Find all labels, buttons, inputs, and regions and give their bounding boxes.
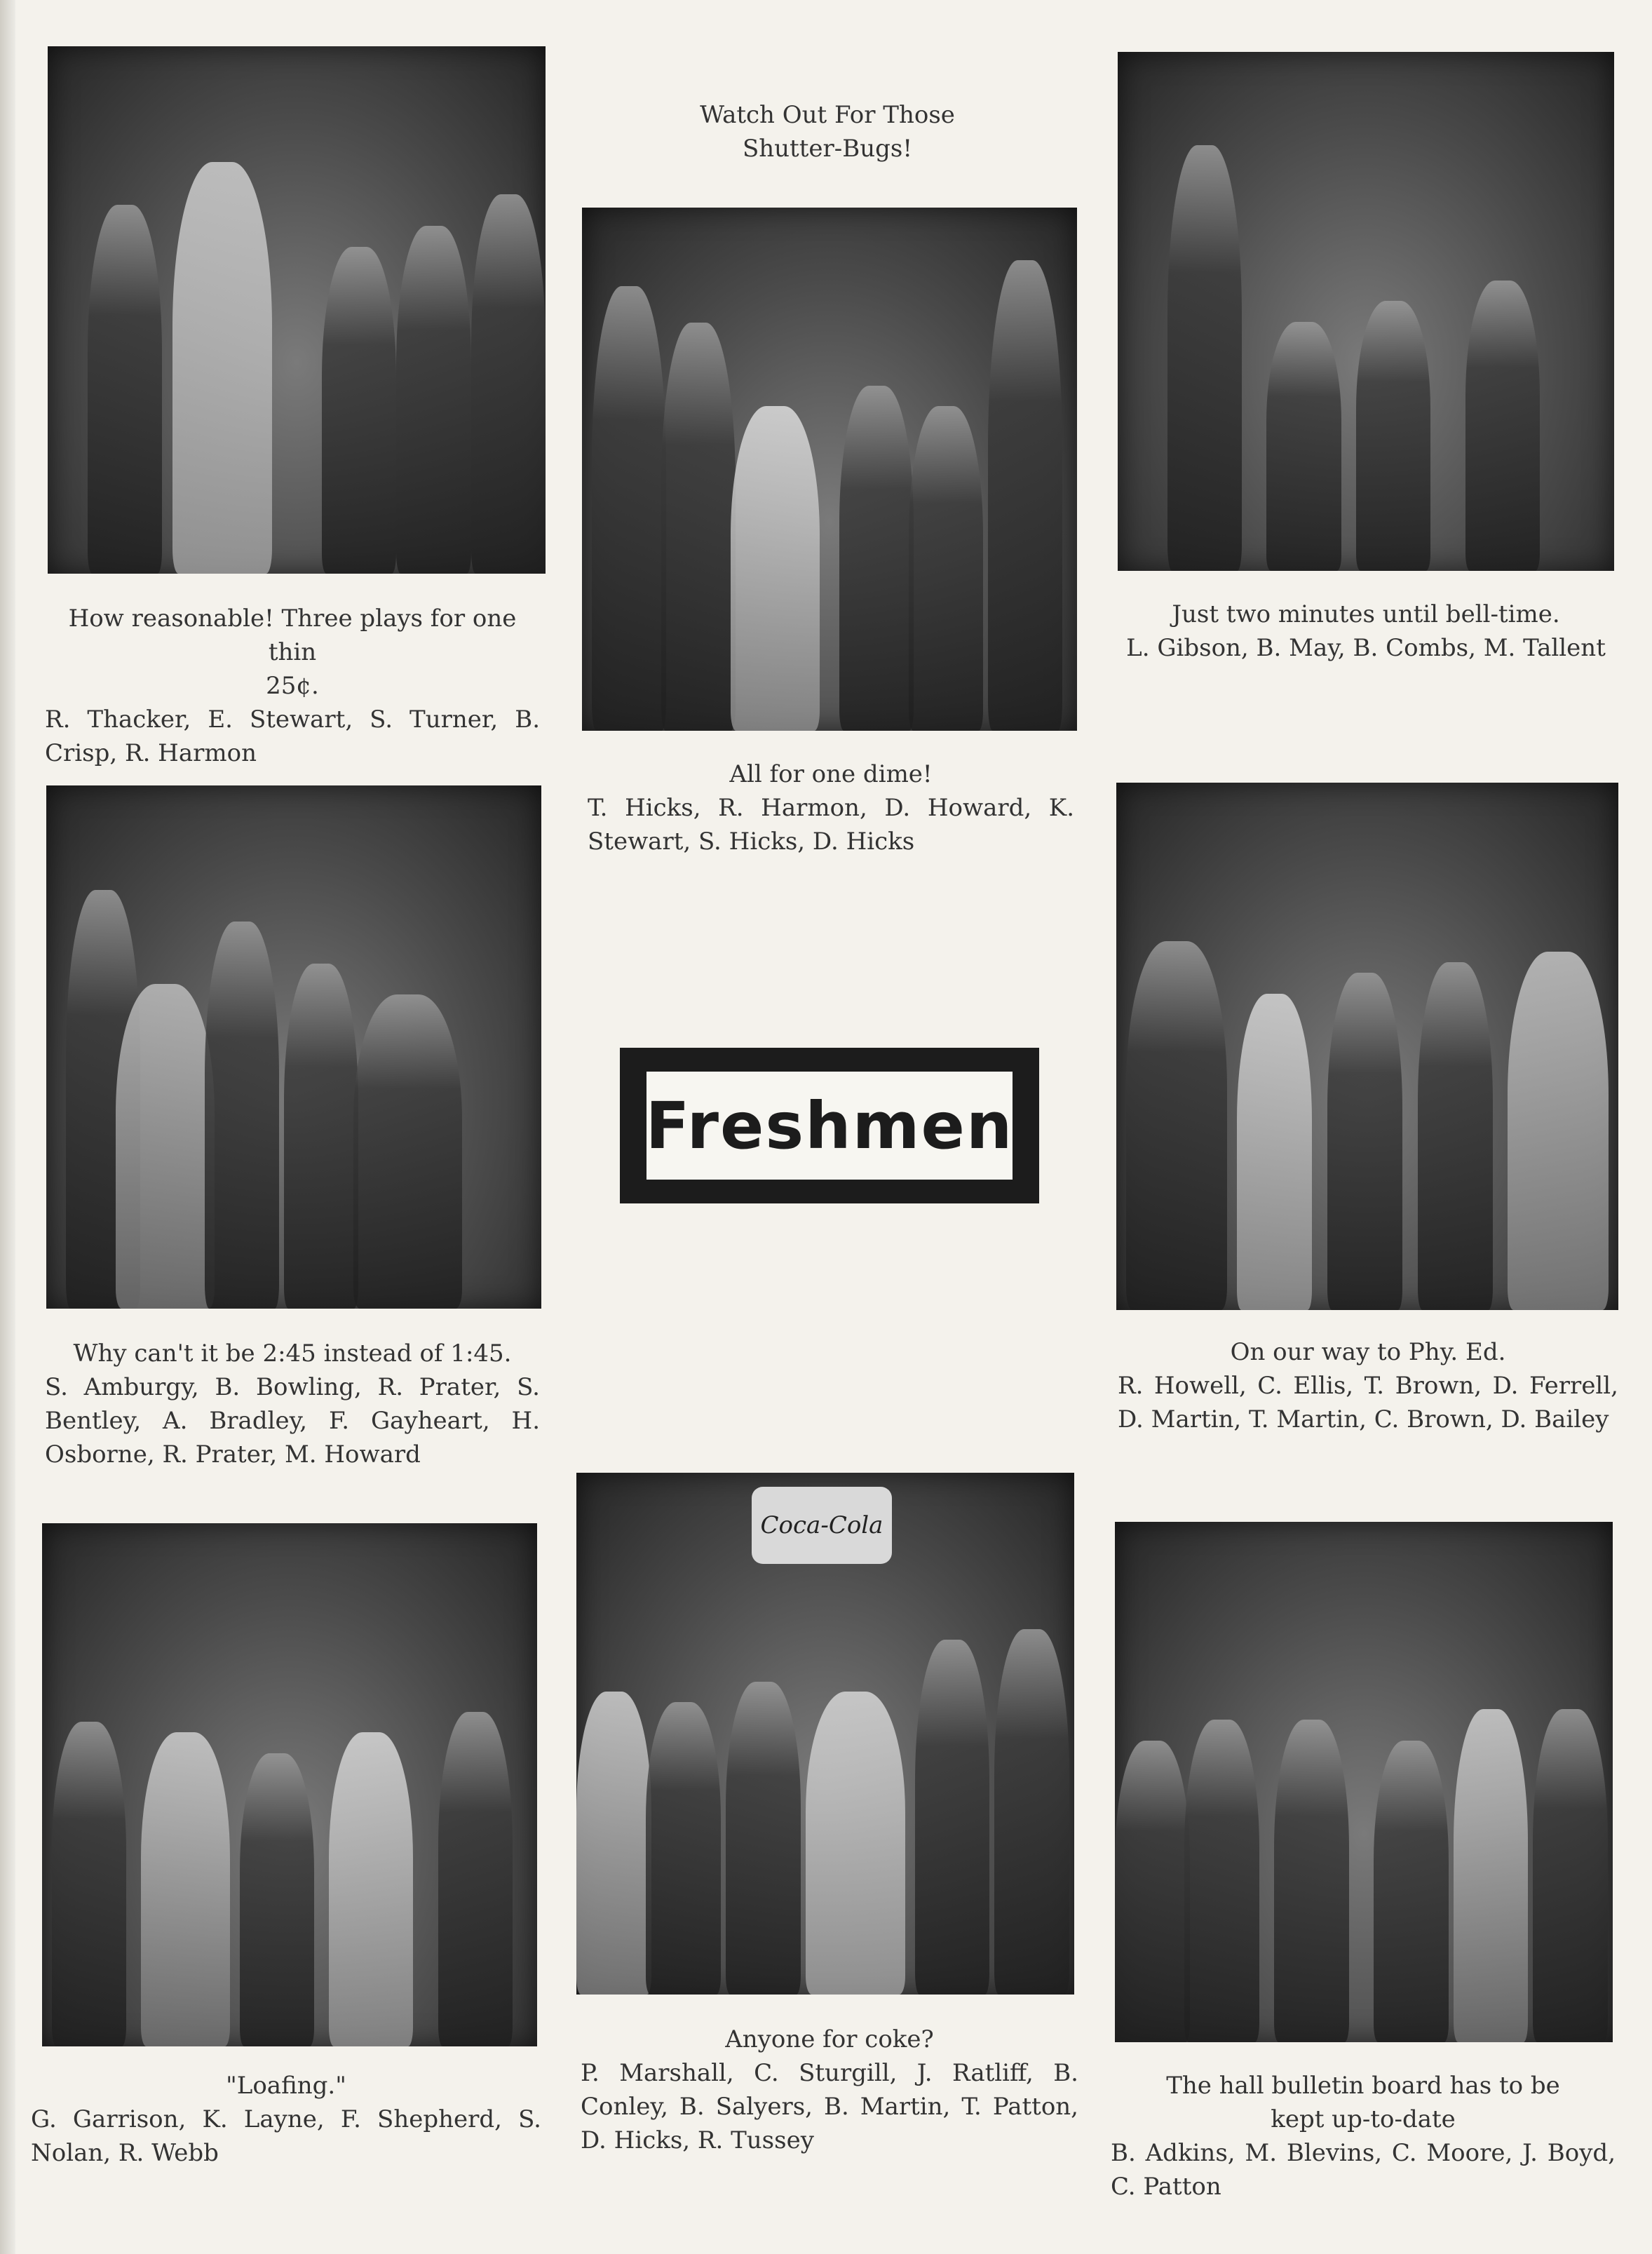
photo-coke [576,1473,1074,1995]
photo-dime-drinks [582,208,1077,731]
caption-jukebox [45,602,540,770]
header-caption-line-2: Shutter-Bugs! [742,135,913,163]
caption-title-line-1: All for one dime! [729,760,933,788]
caption-title-line-1: On our way to Phy. Ed. [1230,1338,1506,1366]
photo-group-245 [46,785,541,1309]
section-title-plate [620,1048,1039,1203]
caption-names: T. Hicks, R. Harmon, D. Howard, K. Stewart, S. Hicks, D. Hicks [588,794,1074,856]
caption-bell-time [1115,598,1617,665]
caption-names: R. Howell, C. Ellis, T. Brown, D. Ferrell, D. Martin, T. Martin, C. Brown, D. Bailey [1118,1372,1618,1433]
caption-dime-drinks [588,757,1074,858]
caption-title-line-2: 25¢. [266,672,319,700]
photo-bulletin-board [1115,1522,1613,2042]
caption-title-line-1: "Loafing." [226,2072,346,2100]
photo-loafing [42,1523,537,2046]
caption-loafing [31,2069,541,2170]
caption-names: R. Thacker, E. Stewart, S. Turner, B. Crisp, R. Harmon [45,706,540,767]
page-binding-edge [0,0,15,2254]
photo-bell-time [1118,52,1614,571]
section-title-inner [646,1072,1013,1180]
caption-group-245 [45,1337,540,1471]
caption-title-line-1: Why can't it be 2:45 instead of 1:45. [73,1339,512,1368]
caption-phy-ed [1118,1335,1618,1436]
header-caption [617,98,1038,166]
caption-names: P. Marshall, C. Sturgill, J. Ratliff, B. Conley, B. Salyers, B. Martin, T. Patton, D. Hicks, R. Tussey [581,2059,1078,2154]
caption-title-line-1: The hall bulletin board has to be [1166,2072,1560,2100]
caption-title-line-1: How reasonable! Three plays for one thin [68,605,517,666]
photo-phy-ed [1116,783,1618,1310]
coca-cola-sign: Coca-Cola [752,1487,892,1564]
page-title: Freshmen [645,1088,1014,1163]
caption-title-line-1: Anyone for coke? [725,2025,934,2053]
caption-bulletin-board [1111,2069,1616,2204]
caption-title-line-2: kept up-to-date [1271,2105,1456,2133]
caption-names: B. Adkins, M. Blevins, C. Moore, J. Boyd, C. Patton [1111,2139,1616,2201]
caption-names: G. Garrison, K. Layne, F. Shepherd, S. Nolan, R. Webb [31,2105,541,2167]
header-caption-line-1: Watch Out For Those [700,101,955,129]
caption-title-line-1: Just two minutes until bell-time. [1172,600,1560,628]
caption-names: S. Amburgy, B. Bowling, R. Prater, S. Bentley, A. Bradley, F. Gayheart, H. Osborne, R. Prater, M. Howard [45,1373,540,1469]
caption-names: L. Gibson, B. May, B. Combs, M. Tallent [1126,634,1606,662]
photo-jukebox [48,46,546,574]
caption-coke [581,2023,1078,2157]
